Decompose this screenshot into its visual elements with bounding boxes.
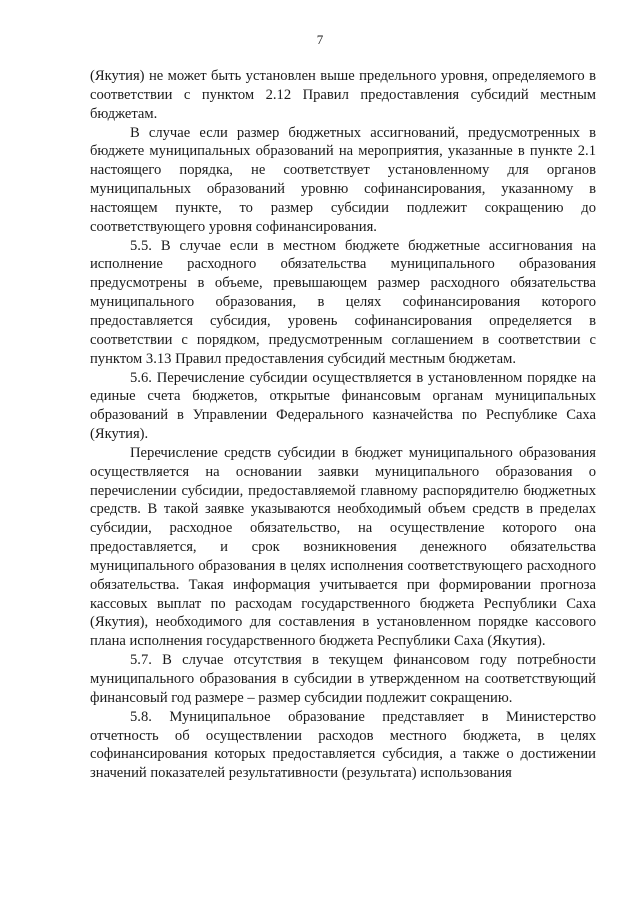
paragraph-5-7: 5.7. В случае отсутствия в текущем финансовом году потребности муниципального образования в субсидии в утвержденном на соответствующий финансовый год размере – размер субсидии подлежит сокращению. bbox=[90, 652, 596, 706]
page-number: 7 bbox=[316, 32, 324, 47]
paragraph-continuation: (Якутия) не может быть установлен выше предельного уровня, определяемого в соответствии с пунктом 2.12 Правил предоставления субсидий местным бюджетам. bbox=[90, 68, 596, 122]
paragraph-cofinancing-reduction: В случае если размер бюджетных ассигнований, предусмотренных в бюджете муниципальных образований на мероприятия, указанные в пункте 2.1 настоящего порядка, не соответствует установленному для органов муниципальных образований уровню софинансирования, указанному в настоящем пункте, то размер субсидии подлежит сокращению до соответствующего уровня софинансирования. bbox=[90, 124, 596, 235]
paragraph-5-6: 5.6. Перечисление субсидии осуществляется в установленном порядке на единые счета бюджетов, открытые финансовым органам муниципальных образований в Управлении Федерального казначейства по Республике Саха (Якутия). bbox=[90, 369, 596, 443]
document-body bbox=[90, 67, 596, 783]
paragraph-5-5: 5.5. В случае если в местном бюджете бюджетные ассигнования на исполнение расходного обязательства муниципального образования предусмотрены в объеме, превышающем размер расходного обязательства муниципального образования, в целях софинансирования которого предоставляется субсидия, уровень софинансирования определяется в соответствии с порядком, предусмотренным соглашением в соответствии с пунктом 3.13 Правил предоставления субсидий местным бюджетам. bbox=[90, 237, 596, 367]
paragraph-5-8: 5.8. Муниципальное образование представляет в Министерство отчетность об осуществлении расходов местного бюджета, в целях софинансирования которых предоставляется субсидия, а также о достижении значений показателей результативности (результата) использования bbox=[90, 708, 596, 782]
paragraph-transfer-request: Перечисление средств субсидии в бюджет муниципального образования осуществляется на основании заявки муниципального образования о перечислении субсидии, предоставляемой главному распорядителю бюджетных средств. В такой заявке указываются необходимый объем средств в пределах субсидии, расходное обязательство, на осуществление которого она предоставляется, и срок возникновения денежного обязательства муниципального образования в целях исполнения соответствующего расходного обязательства. Такая информация учитывается при формировании прогноза кассовых выплат по расходам государственного бюджета Республики Саха (Якутия), необходимого для составления в установленном порядке кассового плана исполнения государственного бюджета Республики Саха (Якутия). bbox=[90, 444, 596, 650]
